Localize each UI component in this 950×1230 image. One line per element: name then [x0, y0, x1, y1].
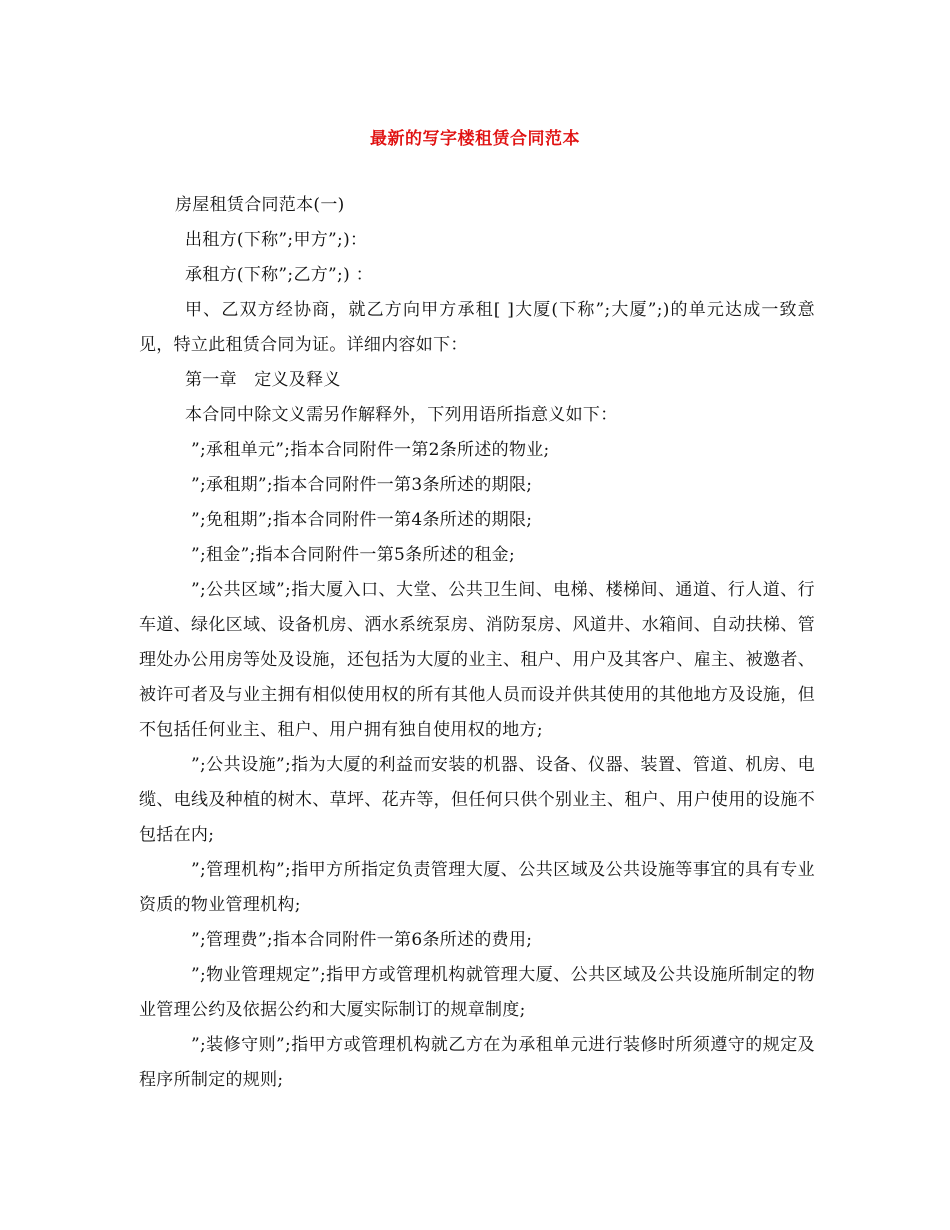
definition-management-fee: ”;管理费”;指本合同附件一第6条所述的费用;	[191, 930, 533, 950]
definition-rent: ”;租金”;指本合同附件一第5条所述的租金;	[191, 545, 515, 565]
definition-management-agency: ”;管理机构”;指甲方所指定负责管理大厦、公共区域及公共设施等事宜的具有专业资质的物业管理机构;	[139, 860, 815, 915]
definition-common-areas: ”;公共区域”;指大厦入口、大堂、公共卫生间、电梯、楼梯间、通道、行人道、行车道、绿化区域、设备机房、洒水系统泵房、消防泵房、风道井、水箱间、自动扶梯、管理处办公用房等处及设施，还包括为大厦的业主、租户、用户及其客户、雇主、被邀者、被许可者及与业主拥有相似使用权的所有其他人员而设并供其使用的其他地方及设施，但不包括任何业主、租户、用户拥有独自使用权的地方;	[139, 580, 815, 740]
definition-lease-term: ”;承租期”;指本合同附件一第3条所述的期限;	[191, 475, 533, 495]
definition-decoration-rules: ”;装修守则”;指甲方或管理机构就乙方在为承租单元进行装修时所须遵守的规定及程序所制定的规则;	[139, 1035, 815, 1090]
definition-leased-unit: ”;承租单元”;指本合同附件一第2条所述的物业;	[191, 440, 550, 460]
definition-common-facilities: ”;公共设施”;指为大厦的利益而安装的机器、设备、仪器、装置、管道、机房、电缆、电线及种植的树木、草坪、花卉等，但任何只供个别业主、租户、用户使用的设施不包括在内;	[139, 755, 815, 845]
paragraph-chapter-one: 第一章 定义及释义	[185, 370, 341, 390]
paragraph-lessor: 出租方(下称”;甲方”;)：	[185, 230, 368, 250]
paragraph-contract-heading: 房屋租赁合同范本(一)	[175, 195, 345, 215]
document-title: 最新的写字楼租赁合同范本	[370, 129, 580, 149]
definition-property-rules: ”;物业管理规定”;指甲方或管理机构就管理大厦、公共区域及公共设施所制定的物业管理公约及依据公约和大厦实际制订的规章制度;	[139, 965, 815, 1020]
paragraph-preamble: 甲、乙双方经协商，就乙方向甲方承租[ ]大厦(下称”;大厦”;)的单元达成一致意见，特立此租赁合同为证。详细内容如下：	[139, 300, 815, 355]
document-body	[139, 188, 815, 1098]
paragraph-lessee: 承租方(下称”;乙方”;) ：	[185, 265, 374, 285]
paragraph-definitions-intro: 本合同中除文义需另作解释外，下列用语所指意义如下：	[185, 405, 618, 425]
definition-rent-free-period: ”;免租期”;指本合同附件一第4条所述的期限;	[191, 510, 533, 530]
